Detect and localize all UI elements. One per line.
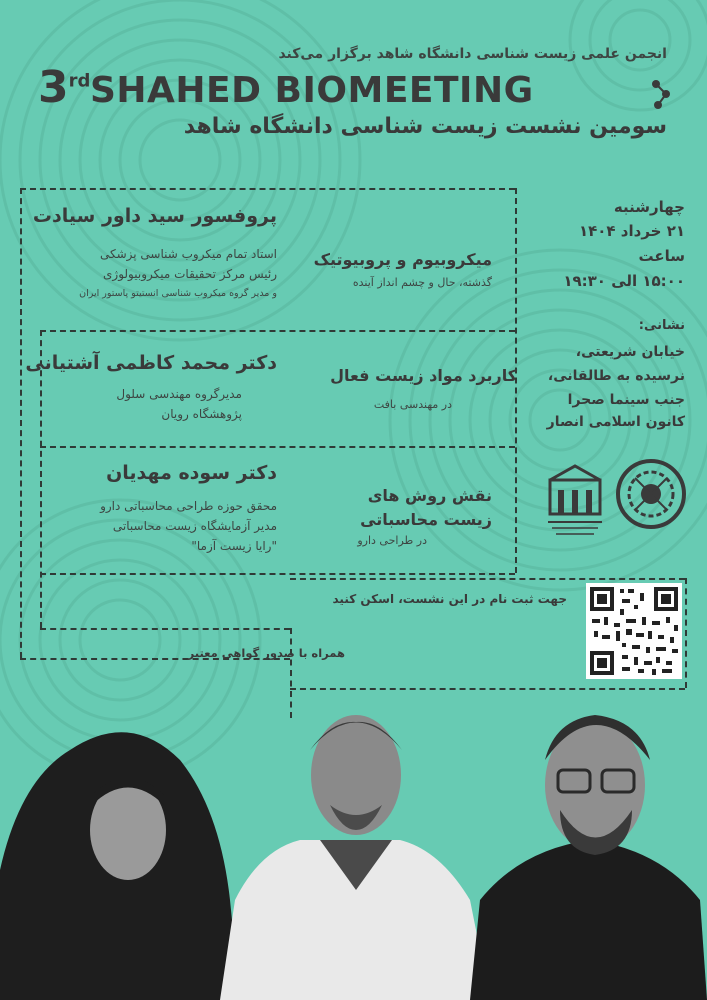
certificate-note: همراه با صدور گواهی معتبر [187, 646, 345, 660]
event-title-en: SHAHED BIOMEETING [90, 70, 534, 111]
event-day: چهارشنبه [613, 198, 685, 216]
speaker-2-topic: کاربرد مواد زیست فعال [330, 366, 517, 385]
registration-text: جهت ثبت نام در این نشست، اسکن کنید [332, 592, 567, 606]
speaker-photo-siadat [220, 715, 490, 1000]
speaker-photo-kazemi [470, 715, 707, 1000]
address-label: نشانی: [638, 318, 685, 333]
event-date: ۲۱ خرداد ۱۴۰۴ [578, 222, 685, 240]
speaker-photos [0, 700, 707, 1000]
speaker-photo-mahdian [0, 732, 240, 1000]
organizer-line: انجمن علمی زیست شناسی دانشگاه شاهد برگزار می‌کند [278, 46, 667, 62]
speaker-3-topic-sub: در طراحی دارو [357, 534, 427, 547]
speaker-3-name: دکتر سوده مهدیان [106, 462, 277, 484]
speaker-2-affiliation: مدیرگروه مهندسی سلول پژوهشگاه رویان [116, 387, 242, 421]
speaker-1-topic: میکروبیوم و پروبیوتیک [313, 250, 492, 269]
qr-code-icon [586, 583, 682, 679]
frame-top [20, 188, 515, 190]
divider-1 [40, 330, 515, 332]
reg-frame-bottom [290, 688, 685, 690]
address: خیابان شریعتی، نرسیده به طالقانی، جنب سینما صحرا [547, 344, 685, 408]
event-title-fa: سومین نشست زیست شناسی دانشگاه شاهد [183, 114, 667, 139]
speaker-1-name: پروفسور سید داور سیادت [32, 205, 277, 227]
registration-qr-code[interactable] [586, 583, 682, 679]
time-label: ساعت [638, 247, 685, 265]
speaker-2-topic-sub: در مهندسی بافت [373, 398, 452, 411]
speaker-3-topic: نقش روش های زیست محاسباتی [360, 486, 492, 529]
speaker-2-name: دکتر محمد کاظمی آشتیانی [25, 352, 277, 374]
frame-bottom [40, 573, 515, 575]
speaker-3-affiliation: محقق حوزه طراحی محاسباتی دارو مدیر آزمایشگاه زیست محاسباتی "رایا زیست آزما" [100, 499, 277, 553]
reg-frame-top [290, 578, 685, 580]
molecule-icon [650, 78, 674, 112]
venue: کانون اسلامی انصار [546, 414, 685, 430]
edition-number: 3rd [38, 62, 91, 113]
speaker-1-topic-sub: گذشته، حال و چشم انداز آینده [352, 276, 492, 289]
reg-frame-right [685, 578, 687, 688]
event-time: ۱۵:۰۰ الی ۱۹:۳۰ [563, 272, 685, 290]
speaker-1-affiliation: استاد تمام میکروب شناسی پزشکی رئیس مرکز تحقیقات میکروبیولوژی و مدیر گروه میکروب شناسی انستیتو پاستور ایران [79, 247, 277, 299]
divider-2 [40, 446, 515, 448]
frame-lower [40, 628, 290, 630]
shahed-university-logo [540, 460, 610, 540]
biology-association-logo [615, 458, 687, 530]
